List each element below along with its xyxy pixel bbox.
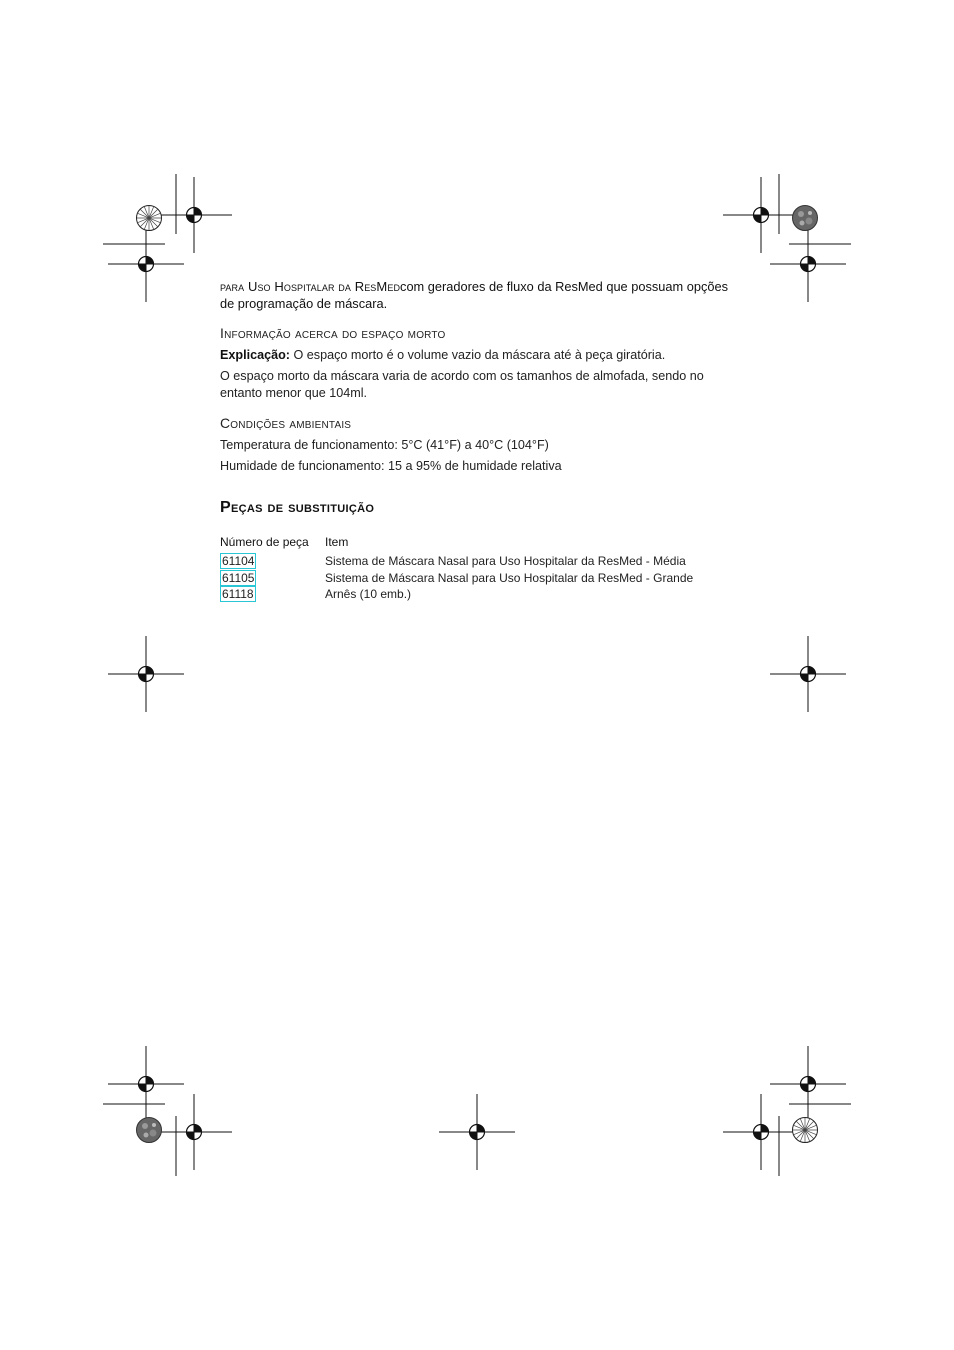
table-row bbox=[220, 553, 693, 570]
dead-space-section bbox=[220, 325, 740, 402]
replacement-parts-heading: Peças de substituição bbox=[220, 499, 375, 516]
column-header-part-number: Número de peça bbox=[220, 535, 309, 549]
intro-paragraph bbox=[220, 278, 740, 312]
dead-space-detail: O espaço morto da máscara varia de acordo com os tamanhos de almofada, sendo no entanto menor que 104ml. bbox=[220, 369, 704, 400]
part-number-link[interactable]: 61105 bbox=[222, 570, 255, 585]
column-header-item: Item bbox=[325, 535, 349, 549]
intro-text: com geradores de fluxo da ResMed que possuam opções de programação de máscara. bbox=[220, 279, 728, 311]
part-item: Sistema de Máscara Nasal para Uso Hospitalar da ResMed - Grande bbox=[325, 570, 694, 585]
operating-temperature: Temperatura de funcionamento: 5°C (41°F) a 40°C (104°F) bbox=[220, 438, 549, 452]
intro-product-name: para Uso Hospitalar da ResMed bbox=[220, 279, 401, 294]
dead-space-heading: Informação acerca do espaço morto bbox=[220, 325, 446, 341]
parts-table bbox=[220, 534, 693, 603]
table-row bbox=[220, 586, 693, 603]
part-item: Arnês (10 emb.) bbox=[325, 587, 412, 601]
environment-section bbox=[220, 415, 740, 475]
parts-table-header bbox=[220, 534, 693, 553]
page-content bbox=[220, 278, 740, 603]
explanation-text: O espaço morto é o volume vazio da máscara até à peça giratória. bbox=[293, 348, 666, 362]
dead-space-explanation bbox=[220, 347, 740, 364]
operating-humidity: Humidade de funcionamento: 15 a 95% de humidade relativa bbox=[220, 459, 562, 473]
part-item: Sistema de Máscara Nasal para Uso Hospitalar da ResMed - Média bbox=[325, 554, 686, 568]
part-number-link[interactable]: 61104 bbox=[222, 554, 255, 568]
table-row bbox=[220, 570, 693, 587]
explanation-label: Explicação: bbox=[220, 348, 290, 362]
environment-heading: Condições ambientais bbox=[220, 415, 352, 431]
part-number-link[interactable]: 61118 bbox=[222, 587, 254, 601]
